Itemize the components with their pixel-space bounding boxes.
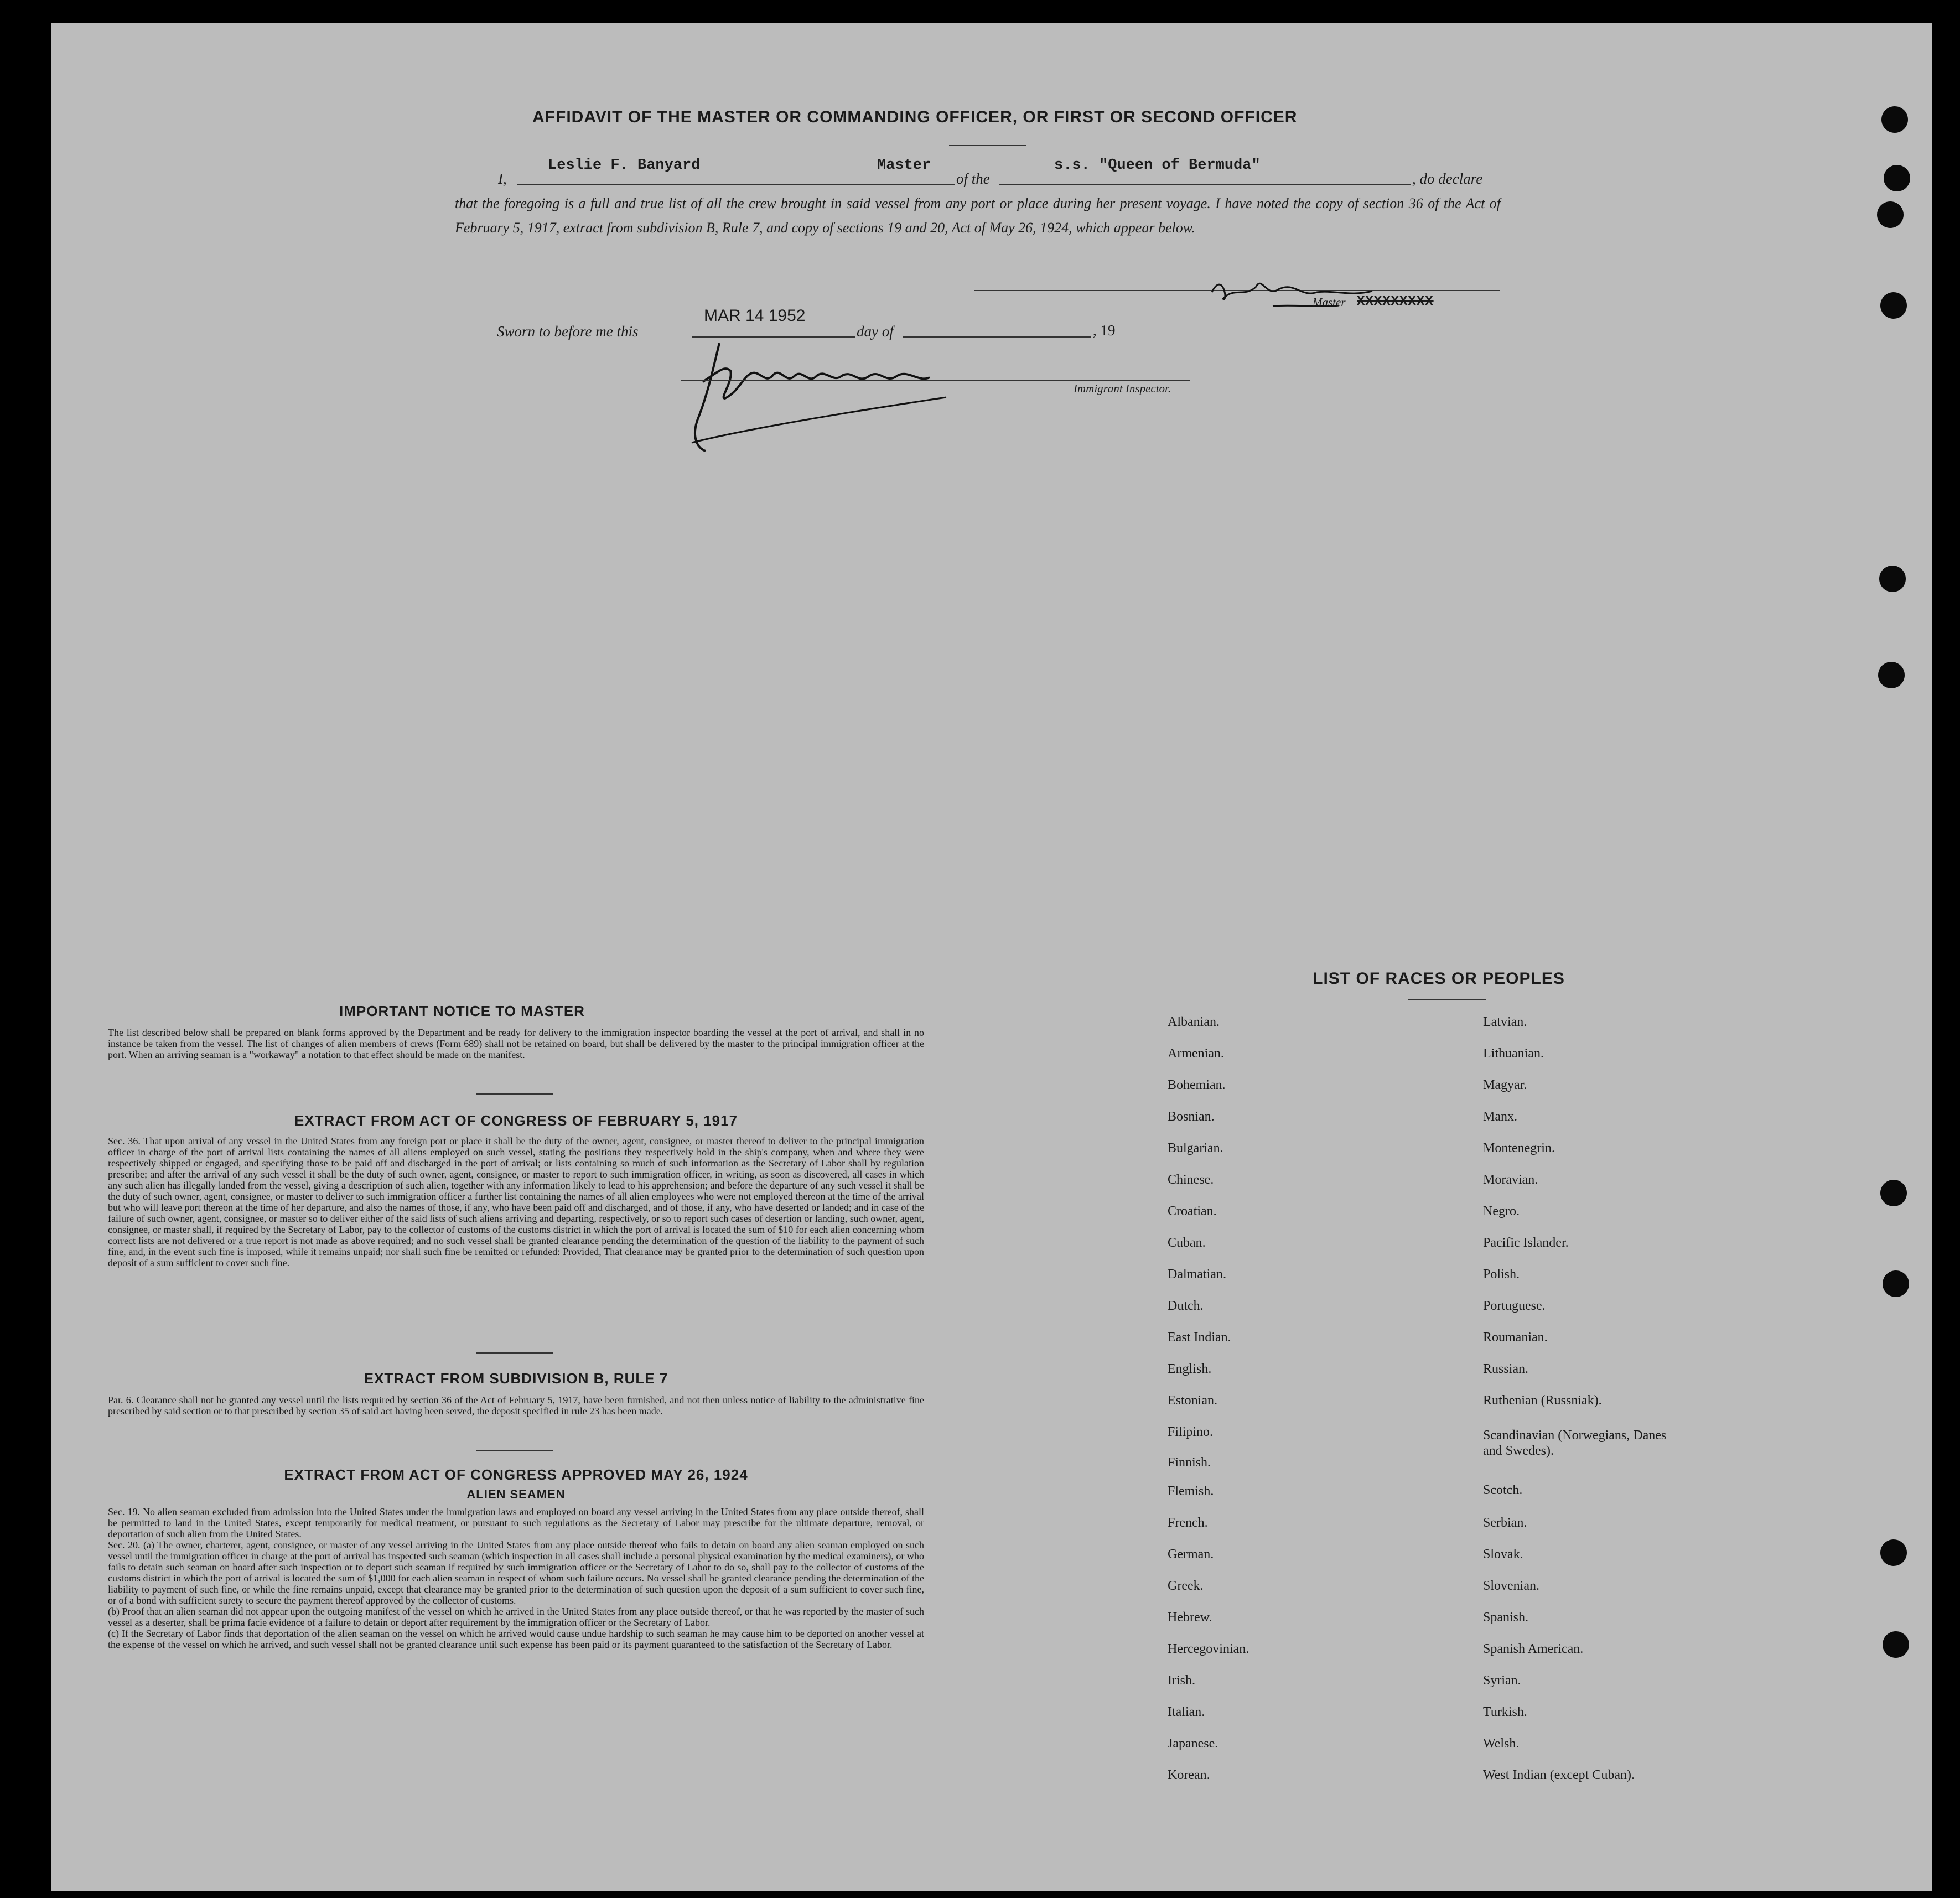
race-item: Hercegovinian.: [1168, 1642, 1249, 1656]
punch-hole-icon: [1880, 1180, 1907, 1206]
race-item: Estonian.: [1168, 1393, 1217, 1408]
races-divider: [1408, 999, 1486, 1000]
of-the-label: of the: [956, 170, 990, 187]
inspector-label: Immigrant Inspector.: [1074, 382, 1171, 395]
race-item: Negro.: [1483, 1204, 1520, 1218]
extract-1924-title: EXTRACT FROM ACT OF CONGRESS APPROVED MAY 26, 1924: [284, 1466, 748, 1483]
race-item: Roumanian.: [1483, 1330, 1548, 1345]
punch-hole-icon: [1877, 201, 1904, 228]
master-rank: Master: [877, 157, 931, 174]
title-divider: [949, 145, 1026, 146]
race-item: Ruthenian (Russniak).: [1483, 1393, 1602, 1408]
race-item: Welsh.: [1483, 1736, 1520, 1751]
race-item: Greek.: [1168, 1579, 1204, 1593]
race-item: Spanish American.: [1483, 1642, 1584, 1656]
inspector-signature: [681, 332, 968, 459]
do-declare-label: , do declare: [1412, 170, 1483, 187]
race-item: Slovak.: [1483, 1547, 1523, 1562]
races-title: LIST OF RACES OR PEOPLES: [1313, 969, 1565, 988]
punch-hole-icon: [1878, 662, 1905, 688]
punch-hole-icon: [1883, 1631, 1909, 1658]
notice-body: The list described below shall be prepared on blank forms approved by the Department and be ready for delivery to the immigration inspector boarding the vessel at the port of arrival, and shall in no instance be taken from the vessel. The list of changes of alien members of crews (Form 689) shall not be retained on board, but shall be delivered by the master to the principal immigration officer at the port. When an arriving seaman is a "workaway" a notation to that effect should be made on the manifest.: [108, 1027, 924, 1060]
punch-hole-icon: [1883, 1270, 1909, 1297]
race-item: Russian.: [1483, 1362, 1529, 1376]
race-item: French.: [1168, 1516, 1208, 1530]
race-item: Turkish.: [1483, 1705, 1527, 1719]
inspector-signature-line: [681, 380, 1190, 381]
affidavit-prefix: I,: [498, 170, 507, 187]
punch-hole-icon: [1881, 106, 1908, 133]
race-item: Italian.: [1168, 1705, 1205, 1719]
race-item: English.: [1168, 1362, 1212, 1376]
rule7-body: Par. 6. Clearance shall not be granted any vessel until the lists required by section 36 of the Act of February 5, 1917, have been furnished, and not then unless notice of liability to the administrative fine prescribed by said section or to that prescribed by section 35 of said act having been served, the deposit specified in rule 23 has been made.: [108, 1394, 924, 1417]
master-name: Leslie F. Banyard: [548, 157, 701, 174]
race-item: Bohemian.: [1168, 1078, 1226, 1092]
race-item: Manx.: [1483, 1109, 1517, 1124]
race-item: Magyar.: [1483, 1078, 1527, 1092]
race-item: Syrian.: [1483, 1673, 1521, 1688]
race-item: Armenian.: [1168, 1046, 1224, 1061]
notice-divider: [476, 1093, 553, 1095]
race-item: Lithuanian.: [1483, 1046, 1544, 1061]
declaration-text: that the foregoing is a full and true list of all the crew brought in said vessel from any port or place during her present voyage. I have noted the copy of section 36 of the Act of February 5, 1917, extract from subdivision B, Rule 7, and copy of sections 19 and 20, Act of May 26, 1924, which appear below.: [455, 195, 1501, 236]
race-item: Dalmatian.: [1168, 1267, 1226, 1282]
punch-hole-icon: [1884, 165, 1910, 191]
extract-1924-body: Sec. 19. No alien seaman excluded from admission into the United States under the immigration laws and employed on board any vessel arriving in the United States from any place outside thereof, shall be permitted to land in the United States, except temporarily for medical treatment, or pursuant to such regulations as the Secretary of Labor may prescribe for the ultimate departure, removal, or deportation of such alien from the United States. Sec. 20. (a) The owner, charterer, agent, consignee, or master of any vessel arriving in the United States from any place outside thereof who fails to detain on board any alien seaman employed on such vessel until the immigration officer in charge at the port of arrival has inspected such seaman (which inspection in all cases shall include a personal physical examination by the medical examiners), or who fails to detain such seaman on board after such inspection or to deport such seaman if required by such immigration officer or the Secretary of Labor to do so, shall pay to the collector of customs of the customs district in which the port of arrival is located the sum of $1,000 for each alien seaman in respect of whom such failure occurs. No vessel shall be granted clearance pending the determination of the liability to payment of such fine, or while the fine remains unpaid, except that clearance may be granted prior to the determination of such question upon the deposit of a sum sufficient to cover such fine, or of a bond with sufficient surety to secure the payment thereof approved by the collector of customs. (b) Proof that an alien seaman did not appear upon the outgoing manifest of the vessel on which he arrived in the United States from any place outside thereof, or that he was reported by the master of such vessel as a deserter, shall be prima facie evidence of a failure to detain or deport after requirement by the immigration officer or the Secretary of Labor. (c) If the Secretary of Labor finds that deportation of the alien seaman on the vessel on which he arrived would cause undue hardship to such seaman he may cause him to be deported on another vessel at the expense of the vessel on which he arrived, and such vessel shall not be granted clearance until such expense has been paid or its payment guaranteed to the satisfaction of the Secretary of Labor.: [108, 1506, 924, 1650]
year-label: , 19: [1093, 322, 1116, 339]
race-item: Flemish.: [1168, 1484, 1214, 1498]
race-item: Pacific Islander.: [1483, 1236, 1569, 1250]
race-item: Filipino.: [1168, 1425, 1214, 1439]
extract-1917-divider: [476, 1352, 553, 1354]
race-item: Albanian.: [1168, 1015, 1220, 1029]
extract-1917-title: EXTRACT FROM ACT OF CONGRESS OF FEBRUARY 5, 1917: [294, 1112, 738, 1129]
race-item: Finnish.: [1168, 1455, 1211, 1470]
date-stamp: MAR 14 1952: [704, 307, 806, 325]
rule7-title: EXTRACT FROM SUBDIVISION B, RULE 7: [364, 1370, 668, 1387]
race-item: Scotch.: [1483, 1483, 1523, 1497]
extract-1917-body: Sec. 36. That upon arrival of any vessel in the United States from any foreign port or place it shall be the duty of the owner, agent, consignee, or master thereof to deliver to the principal immigration officer in charge of the port of arrival lists containing the names of all aliens employed on such vessel, stating the positions they respectively hold in the ship's company, when and where they were respectively shipped or engaged, and specifying those to be paid off and discharged in the port of arrival; or lists containing so much of such information as the Secretary of Labor shall by regulation prescribe; and after the arrival of any such vessel it shall be the duty of such owner, agent, consignee, or master to report to such immigration officer, in writing, as soon as discovered, all cases in which any such alien has illegally landed from the vessel, giving a description of such alien, together with any information likely to lead to his apprehension; and before the departure of any such vessel it shall be the duty of such owner, agent, consignee, or master to deliver to such immigration officer a further list containing the names of all alien employees who were not employed thereon at the time of the arrival but who will leave port thereon at the time of her departure, and also the names of those, if any, who have been paid off and discharged, and of those, if any, who have deserted or landed; and in case of the failure of such owner, agent, consignee, or master so to deliver either of the said lists of such aliens arriving and departing, respectively, or so to report such cases of desertion or landing, such owner, agent, consignee, or master shall, if required by the Secretary of Labor, pay to the collector of customs of the customs district in which the port of arrival is located the sum of $10 for each alien concerning whom correct lists are not delivered or a true report is not made as above required; and no such vessel shall be granted clearance pending the determination of the question of the liability to the payment of such fine, and, in the event such fine is imposed, while it remains unpaid; nor shall such fine be remitted or refunded: Provided, That clearance may be granted prior to the determination of such question upon deposit of a sum sufficient to cover such fine.: [108, 1135, 924, 1268]
race-item: West Indian (except Cuban).: [1483, 1768, 1635, 1782]
punch-hole-icon: [1879, 566, 1906, 592]
race-item: Moravian.: [1483, 1173, 1538, 1187]
race-item: Latvian.: [1483, 1015, 1527, 1029]
rule7-divider: [476, 1450, 553, 1451]
race-item: Portuguese.: [1483, 1299, 1546, 1313]
race-item: Cuban.: [1168, 1236, 1206, 1250]
notice-title: IMPORTANT NOTICE TO MASTER: [339, 1003, 585, 1019]
race-item: Korean.: [1168, 1768, 1210, 1782]
sworn-label: Sworn to before me this: [497, 323, 639, 340]
race-item: Irish.: [1168, 1673, 1195, 1688]
struck-title: XXXXXXXXX: [1357, 294, 1434, 309]
extract-1924-subtitle: ALIEN SEAMEN: [466, 1487, 566, 1501]
name-line: [517, 184, 955, 185]
race-item: German.: [1168, 1547, 1214, 1562]
race-item: Croatian.: [1168, 1204, 1217, 1218]
race-item: Japanese.: [1168, 1736, 1218, 1751]
race-item: Montenegrin.: [1483, 1141, 1555, 1155]
race-item: Slovenian.: [1483, 1579, 1539, 1593]
race-item: East Indian.: [1168, 1330, 1231, 1345]
punch-hole-icon: [1880, 292, 1907, 319]
master-label: Master: [1313, 295, 1346, 309]
race-item: Serbian.: [1483, 1516, 1527, 1530]
race-item: Scandinavian (Norwegians, Danes and Swedes).: [1483, 1428, 1667, 1458]
affidavit-title: AFFIDAVIT OF THE MASTER OR COMMANDING OFFICER, OR FIRST OR SECOND OFFICER: [532, 108, 1298, 126]
race-item: Chinese.: [1168, 1173, 1214, 1187]
vessel-name: s.s. "Queen of Bermuda": [1054, 157, 1261, 174]
race-item: Dutch.: [1168, 1299, 1204, 1313]
race-item: Bulgarian.: [1168, 1141, 1223, 1155]
race-item: Spanish.: [1483, 1610, 1529, 1625]
race-item: Polish.: [1483, 1267, 1520, 1282]
vessel-line: [999, 184, 1411, 185]
race-item: Bosnian.: [1168, 1109, 1215, 1124]
day-of-label: day of: [857, 323, 894, 340]
punch-hole-icon: [1880, 1539, 1907, 1566]
race-item: Hebrew.: [1168, 1610, 1212, 1625]
master-signature: [1206, 265, 1439, 320]
